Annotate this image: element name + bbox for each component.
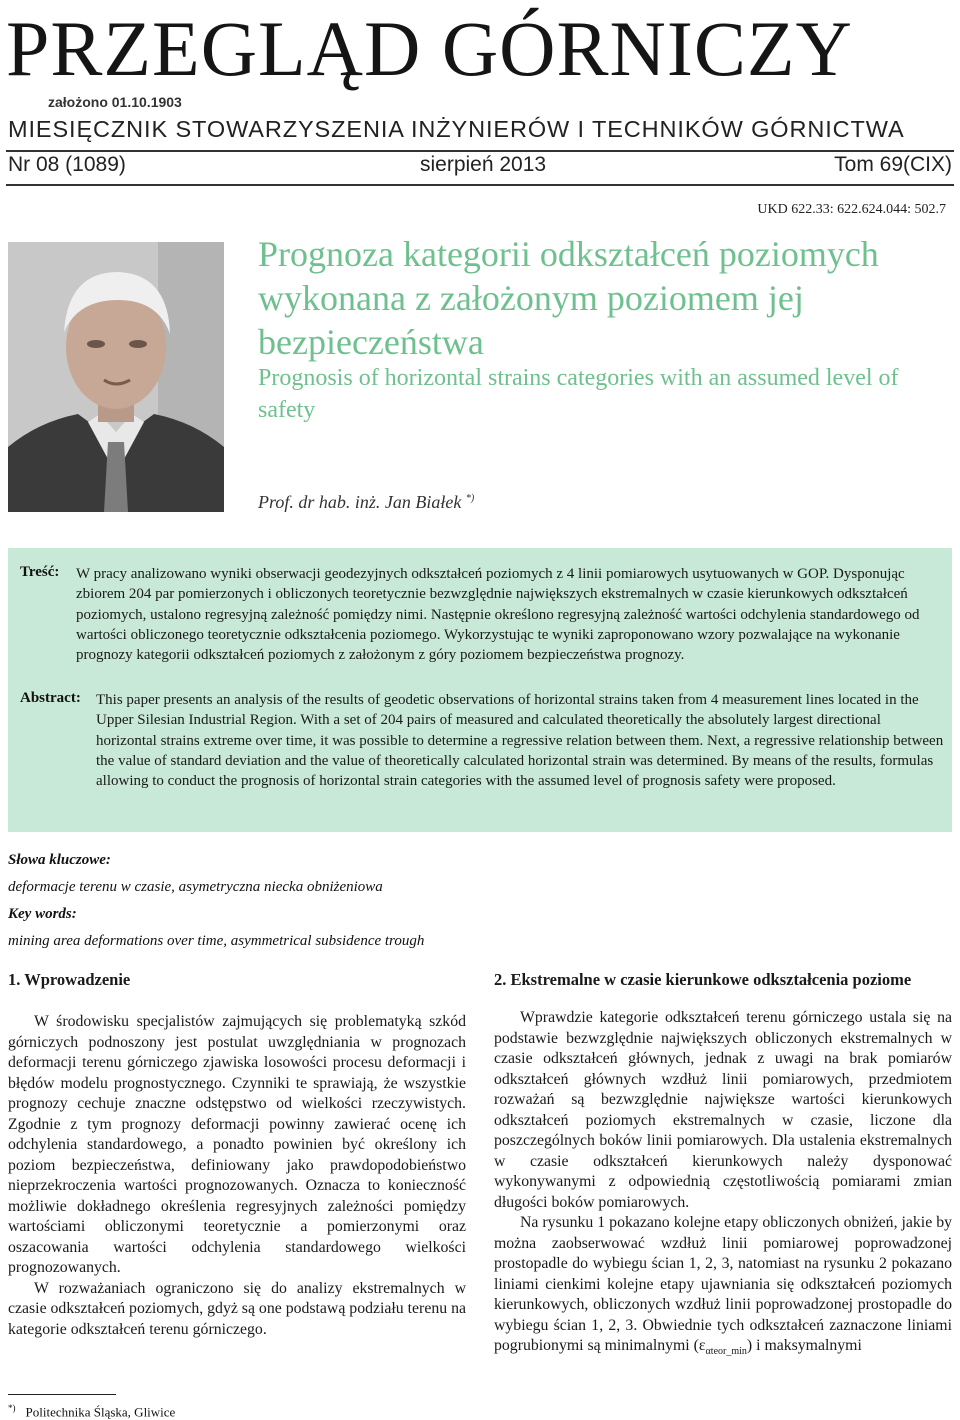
issue-month: sierpień 2013 [420,153,547,176]
header-rule-bottom [6,184,954,186]
footnote-text: Politechnika Śląska, Gliwice [25,1404,176,1420]
section-2-paragraph-2-text: Na rysunku 1 pokazano kolejne etapy obliczonych obniżeń, jakie by można zaobserwować wzdłuż linii pomiarowej poprowadzonej prostopadle do wybiegu ścian 1, 2, 3, natomiast na rysunku 2 pokazano liniami cienkimi kolejne etapy ujawniania się odkształceń poziomych kierunkowych, obliczonych wzdłuż linii poprowadzonej prostopadle do wybiegu ścian 1, 2, 3. Obwiednie tych odkształceń zaznaczone liniami pogrubionymi są minimalnymi (ε [494,1214,952,1354]
section-1-paragraph-1: W środowisku specjalistów zajmujących się problematyką szkód górniczych podnoszony jest postulat uwzględniania w prognozach deformacji terenu górniczego zjawiska losowości procesu deformacji i błędów modelu prognostycznego. Czynniki te sprawiają, że wszystkie prognozy cechuje znaczne odstępstwo od wielkości rzeczywistych. Zgodnie z tym prognozy deformacji powinny zawierać ocenę ich odchylenia standardowego, a ponadto powinien być określony ich poziom bezpieczeństwa, definiowany jako prawdopodobieństwo nieprzekroczenia wartości prognozowanych. Oznacza to konieczność możliwie dokładnego określenia regresyjnych zależności pomiędzy wartościami obliczonymi teoretycznie a pomierzonymi oraz oszacowania wartości odchylenia standardowego wielkości prognozowanych. [8,1013,466,1276]
journal-masthead: PRZEGLĄD GÓRNICZY [6,5,853,92]
issue-number: Nr 08 (1089) [8,153,126,176]
section-2-paragraph-1: Wprawdzie kategorie odkształceń terenu górniczego ustala się na podstawie bezwzględnie największych obliczonych ekstremalnych w czasie odkształceń głównych, jednak z uwagi na brak pomiarów odkształceń głównych wzdłuż linii pomiarowych, przedmiotem rozważań są bezwzględnie największe wartości kierunkowych odkształceń poziomych ekstremalnych w czasie, liczone dla poszczególnych boków linii pomiarowych. Dla ustalenia ekstremalnych w czasie odkształceń kierunkowych należy dysponować wykonywanymi z odpowiednią częstotliwością pomiarami zmian długości boków pomiarowych. [494,1009,952,1211]
keywords-en-text: mining area deformations over time, asymmetrical subsidence trough [8,933,425,949]
keywords-en-heading: Key words: [8,906,77,922]
article-title-pl: Prognoza kategorii odkształceń poziomych wykonana z założonym poziomem jej bezpieczeństwa [258,234,879,362]
abstract-box [8,548,952,832]
footnote-mark: *) [8,1403,16,1413]
keywords-pl-text: deformacje terenu w czasie, asymetryczna niecka obniżeniowa [8,879,383,895]
issue-volume: Tom 69(CIX) [834,153,952,176]
abstract-en-text: This paper presents an analysis of the results of geodetic observations of horizontal strains taken from 4 measurement lines located in the Upper Silesian Industrial Region. With a set of 204 pairs of measured and calculated theoretically the absolutely largest directional horizontal strains extreme over time, it was possible to determine a regressive relation between them. Next, a regressive relationship between the value of standard deviation and the value of theoretically calculated horizontal strain was determined. By means of the results, formulas allowing to conduct the prognosis of horizontal strain categories with the assumed level of prognosis safety were proposed. [96,692,944,790]
author-name: Prof. dr hab. inż. Jan Białek [258,492,462,512]
section-1-paragraph-2: W rozważaniach ograniczono się do analizy ekstremalnych w czasie odkształceń poziomych, gdyż są one podstawą podziału terenu na kategorie odkształceń terenu górniczego. [8,1279,466,1338]
keywords-pl-heading: Słowa kluczowe: [8,852,111,868]
section-2-paragraph-2-end: ) i maksymalnymi [746,1337,862,1354]
author-photo [8,242,224,512]
header-rule-top [6,150,954,152]
column-right [494,970,952,1363]
author-footnote-mark: *) [465,493,475,504]
journal-subtitle: MIESIĘCZNIK STOWARZYSZENIA INŻYNIERÓW I TECHNIKÓW GÓRNICTWA [8,116,905,142]
abstract-pl-text: W pracy analizowano wyniki obserwacji geodezyjnych odkształceń poziomych z 4 linii pomiarowych usytuowanych w GOP. Dysponując zbiorem 204 par pomierzonych i obliczonych teoretycznie bezwzględnie największych ekstremalnych w czasie kierunkowych odkształceń poziomych, ustalono regresyjną zależność pomiędzy nimi. Następnie określono regresyjną zależność wartości odchylenia standardowego od wartości obliczonego teoretycznie odkształcenia poziomego. Wykorzystując te wyniki zaproponowano wzory pozwalające na wykonanie prognozy kategorii odkształceń poziomych z założonym z góry poziomem bezpieczeństwa prognozy. [76,566,920,664]
column-left [8,970,466,1340]
section-2-heading: 2. Ekstremalne w czasie kierunkowe odkształcenia poziome [494,970,912,989]
founded-date: założono 01.10.1903 [48,94,182,110]
article-title-en: Prognosis of horizontal strains categories with an assumed level of safety [258,365,899,423]
ukd-classification: UKD 622.33: 622.624.044: 502.7 [757,202,946,217]
footnote [8,1403,175,1420]
epsilon-subscript: αteor_min [705,1346,747,1358]
author-line [258,492,474,513]
section-1-heading: 1. Wprowadzenie [8,970,131,989]
abstract-en-label: Abstract: [20,690,81,706]
footnote-rule [8,1394,116,1395]
abstract-pl-label: Treść: [20,564,60,580]
section-2-paragraph-2 [494,1213,952,1363]
